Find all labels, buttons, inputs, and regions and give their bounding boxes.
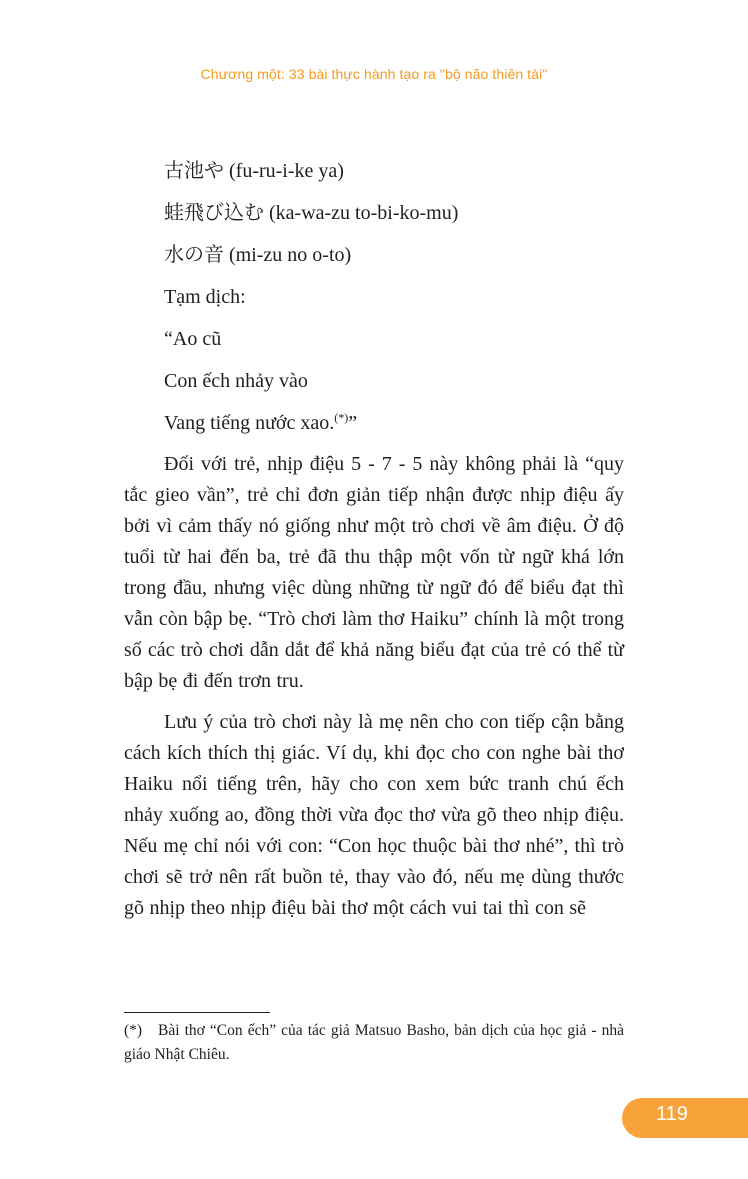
footnote-marker: (*) [124,1022,143,1039]
footnote [124,1019,624,1067]
running-title: Chương một: 33 bài thực hành tạo ra "bộ não thiên tài" [200,66,548,82]
translation-label: Tạm dịch: [164,286,246,308]
closing-quote: ” [348,412,358,434]
translation-line-1: “Ao cũ [164,328,222,350]
translation-line-2: Con ếch nhảy vào [164,370,308,392]
footnote-reference: (*) [334,410,349,425]
paragraph-2: Lưu ý của trò chơi này là mẹ nên cho con tiếp cận bằng cách kích thích thị giác. Ví dụ, khi đọc cho con nghe bài thơ Haiku nổi tiếng trên, hãy cho con xem bức tranh chú ếch nhảy xuống ao, đồng thời vừa đọc thơ vừa gõ theo nhịp điệu. Nếu mẹ chỉ nói với con: “Con học thuộc bài thơ nhé”, thì trò chơi sẽ trở nên rất buồn tẻ, thay vào đó, nếu mẹ dùng thước gõ nhịp theo nhịp điệu bài thơ một cách vui tai thì con sẽ [124,711,624,919]
footnote-text: Bài thơ “Con ếch” của tác giả Matsuo Basho, bản dịch của học giả - nhà giáo Nhật Chiêu. [124,1022,624,1063]
poem-line-1: 古池や (fu-ru-i-ke ya) [164,160,344,182]
footnote-divider [124,1012,270,1013]
haiku-poem [164,150,634,444]
poem-line-2: 蛙飛び込む (ka-wa-zu to-bi-ko-mu) [164,202,459,224]
translation-line-3 [164,402,634,444]
translation-line-3-text: Vang tiếng nước xao. [164,412,335,434]
paragraph-1: Đối với trẻ, nhịp điệu 5 - 7 - 5 này không phải là “quy tắc gieo vần”, trẻ chỉ đơn giản tiếp nhận được nhịp điệu ấy bởi vì cảm thấy nó giống như một trò chơi về âm điệu. Ở độ tuổi từ hai đến ba, trẻ đã thu thập một vốn từ ngữ khá lớn trong đầu, nhưng việc dùng những từ ngữ đó để biểu đạt thì vẫn còn bập bẹ. “Trò chơi làm thơ Haiku” chính là một trong số các trò chơi dẫn dắt để khả năng biểu đạt của trẻ có thể từ bập bẹ đi đến trơn tru. [124,453,624,692]
poem-line-3: 水の音 (mi-zu no o-to) [164,244,352,266]
page-number: 119 [656,1103,688,1125]
body-text [124,449,624,934]
